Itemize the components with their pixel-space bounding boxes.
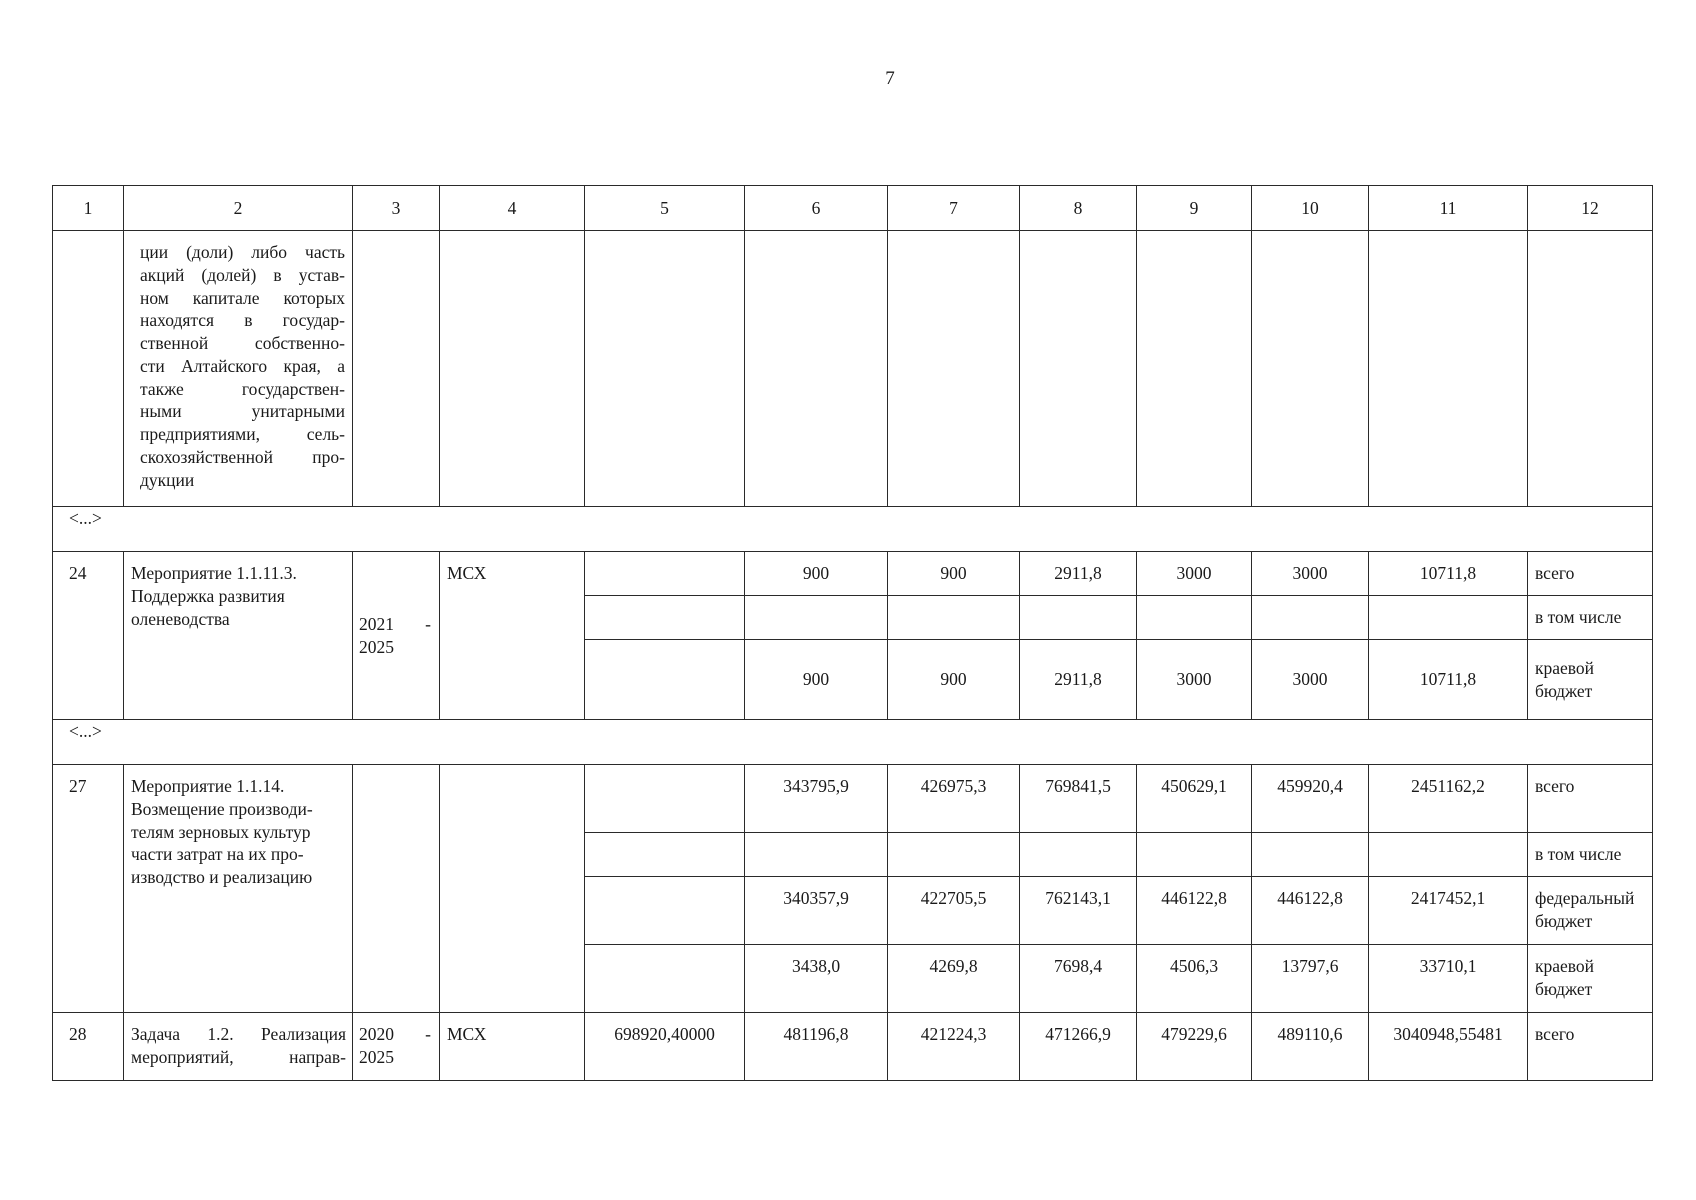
funding-source: всего <box>1528 552 1653 596</box>
col-header-4: 4 <box>440 186 585 231</box>
row-years: 2021 - 2025 <box>353 552 440 720</box>
table-row-27-sub: 340357,9 422705,5 762143,1 446122,8 446122,8 2417452,1 федеральный бюджет <box>53 877 1653 945</box>
funding-source: в том числе <box>1528 596 1653 640</box>
col-header-2: 2 <box>124 186 353 231</box>
col-header-12: 12 <box>1528 186 1653 231</box>
row-description: Задача 1.2. Реализация мероприятий, направ- <box>124 1013 353 1081</box>
continued-description: ции (доли) либо часть акций (долей) в устав- ном капитале которых находятся в государ- ственной собственно- сти Алтайского края, а также государствен- ными унитарными предприятиями, сель- скохозяйственной про- дукции <box>124 231 353 507</box>
row-executor: МСХ <box>440 552 585 720</box>
col-header-10: 10 <box>1252 186 1369 231</box>
row-description: Мероприятие 1.1.14. Возмещение производи- телям зерновых культур части затрат на их про- изводство и реализацию <box>124 765 353 1013</box>
ellipsis-text: <...> <box>53 507 1653 552</box>
row-number: 24 <box>53 552 124 720</box>
continued-row <box>53 231 1653 507</box>
header-row <box>53 186 1653 231</box>
col-header-5: 5 <box>585 186 745 231</box>
funding-source: в том числе <box>1528 833 1653 877</box>
table-row-28: 28 Задача 1.2. Реализация мероприятий, направ- 2020 - 2025 МСХ 698920,40000 481196,8 421224,3 471266,9 479229,6 489110,6 3040948,55481 всего <box>53 1013 1653 1081</box>
funding-source: всего <box>1528 1013 1653 1081</box>
ellipsis-text: <...> <box>53 720 1653 765</box>
col-header-9: 9 <box>1137 186 1252 231</box>
table-row-27-sub: 3438,0 4269,8 7698,4 4506,3 13797,6 33710,1 краевой бюджет <box>53 945 1653 1013</box>
omitted-rows-marker <box>53 507 1653 552</box>
row-executor: МСХ <box>440 1013 585 1081</box>
row-number: 27 <box>53 765 124 1013</box>
col-header-3: 3 <box>353 186 440 231</box>
funding-source: краевой бюджет <box>1528 640 1653 720</box>
funding-source: краевой бюджет <box>1528 945 1653 1013</box>
table-row-24: 24 Мероприятие 1.1.11.3. Поддержка развития оленеводства 2021 - 2025 МСХ 900 900 2911,8 3000 3000 10711,8 всего <box>53 552 1653 596</box>
funding-source: всего <box>1528 765 1653 833</box>
page-number: 7 <box>885 68 895 89</box>
funding-source: федеральный бюджет <box>1528 877 1653 945</box>
col-header-1: 1 <box>53 186 124 231</box>
col-header-8: 8 <box>1020 186 1137 231</box>
table-row-24-sub: 900 900 2911,8 3000 3000 10711,8 краевой бюджет <box>53 640 1653 720</box>
col-header-7: 7 <box>888 186 1020 231</box>
table-row-27: 27 Мероприятие 1.1.14. Возмещение производи- телям зерновых культур части затрат на их про- изводство и реализацию 343795,9 426975,3 769841,5 450629,1 459920,4 2451162,2 всего <box>53 765 1653 833</box>
col-header-11: 11 <box>1369 186 1528 231</box>
col-header-6: 6 <box>745 186 888 231</box>
row-description: Мероприятие 1.1.11.3. Поддержка развития оленеводства <box>124 552 353 720</box>
row-years: 2020 - 2025 <box>353 1013 440 1081</box>
program-table <box>52 185 1653 1081</box>
omitted-rows-marker <box>53 720 1653 765</box>
row-number: 28 <box>53 1013 124 1081</box>
